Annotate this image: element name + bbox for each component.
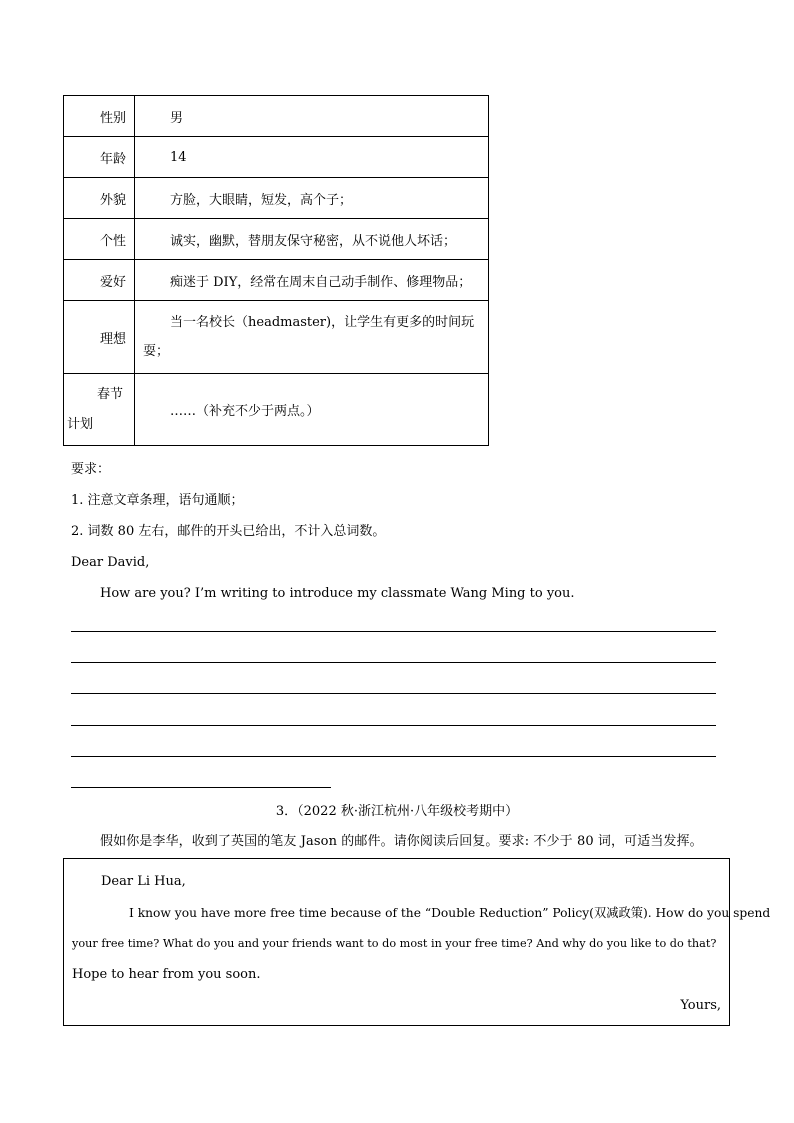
table-row [64, 374, 489, 446]
row-label-appearance: 外貌 [64, 178, 135, 219]
email-line-3: Hope to hear from you soon. [72, 967, 261, 982]
dream-line-1: 当一名校长（headmaster)，让学生有更多的时间玩 [170, 315, 475, 330]
letter-opening: How are you? I’m writing to introduce my classmate Wang Ming to you. [100, 586, 575, 601]
writing-line [71, 787, 331, 788]
table-row [64, 178, 489, 219]
writing-line [71, 662, 716, 663]
plan-label-line-1: 春节 [97, 386, 124, 402]
writing-line [71, 756, 716, 757]
plan-label-line-2: 计划 [67, 416, 94, 432]
table-row [64, 301, 489, 374]
row-value-spring-festival-plan: ……（补充不少于两点。） [135, 374, 489, 446]
row-label-personality: 个性 [64, 219, 135, 260]
table-row [64, 260, 489, 301]
row-label-spring-festival-plan [64, 374, 135, 446]
row-label-dream: 理想 [64, 301, 135, 374]
row-value-hobby: 痴迷于 DIY，经常在周末自己动手制作、修理物品； [135, 260, 489, 301]
dream-line-2: 耍； [143, 344, 170, 359]
row-value-dream [135, 301, 489, 374]
email-line-2: your free time? What do you and your friends want to do most in your free time? And why do you like to do that? [72, 937, 717, 950]
table-row [64, 96, 489, 137]
row-value-appearance: 方脸，大眼睛，短发，高个子； [135, 178, 489, 219]
writing-line [71, 725, 716, 726]
question-3-prompt: 假如你是李华，收到了英国的笔友 Jason 的邮件。请你阅读后回复。要求: 不少于 80 词，可适当发挥。 [100, 834, 703, 849]
email-box [63, 858, 771, 1026]
requirement-item-2: 2. 词数 80 左右，邮件的开头已给出，不计入总词数。 [71, 524, 386, 539]
student-info-table [63, 95, 489, 446]
requirement-item-1: 1. 注意文章条理，语句通顺； [71, 493, 244, 508]
question-3-title: 3．（2022 秋·浙江杭州·八年级校考期中） [275, 804, 519, 819]
table-row [64, 137, 489, 178]
row-value-gender: 男 [135, 96, 489, 137]
email-salutation: Dear Li Hua, [101, 874, 186, 889]
row-label-hobby: 爱好 [64, 260, 135, 301]
letter-salutation: Dear David, [71, 555, 150, 570]
writing-line [71, 631, 716, 632]
email-closing: Yours, [680, 998, 721, 1013]
requirements-heading: 要求： [71, 462, 111, 477]
row-label-age: 年龄 [64, 137, 135, 178]
row-label-gender: 性别 [64, 96, 135, 137]
row-value-personality: 诚实，幽默，替朋友保守秘密，从不说他人坏话； [135, 219, 489, 260]
table-row [64, 219, 489, 260]
writing-line [71, 693, 716, 694]
row-value-age: 14 [135, 137, 489, 178]
email-line-1: I know you have more free time because of the “Double Reduction” Policy(双减政策). How do you spend [129, 906, 771, 920]
